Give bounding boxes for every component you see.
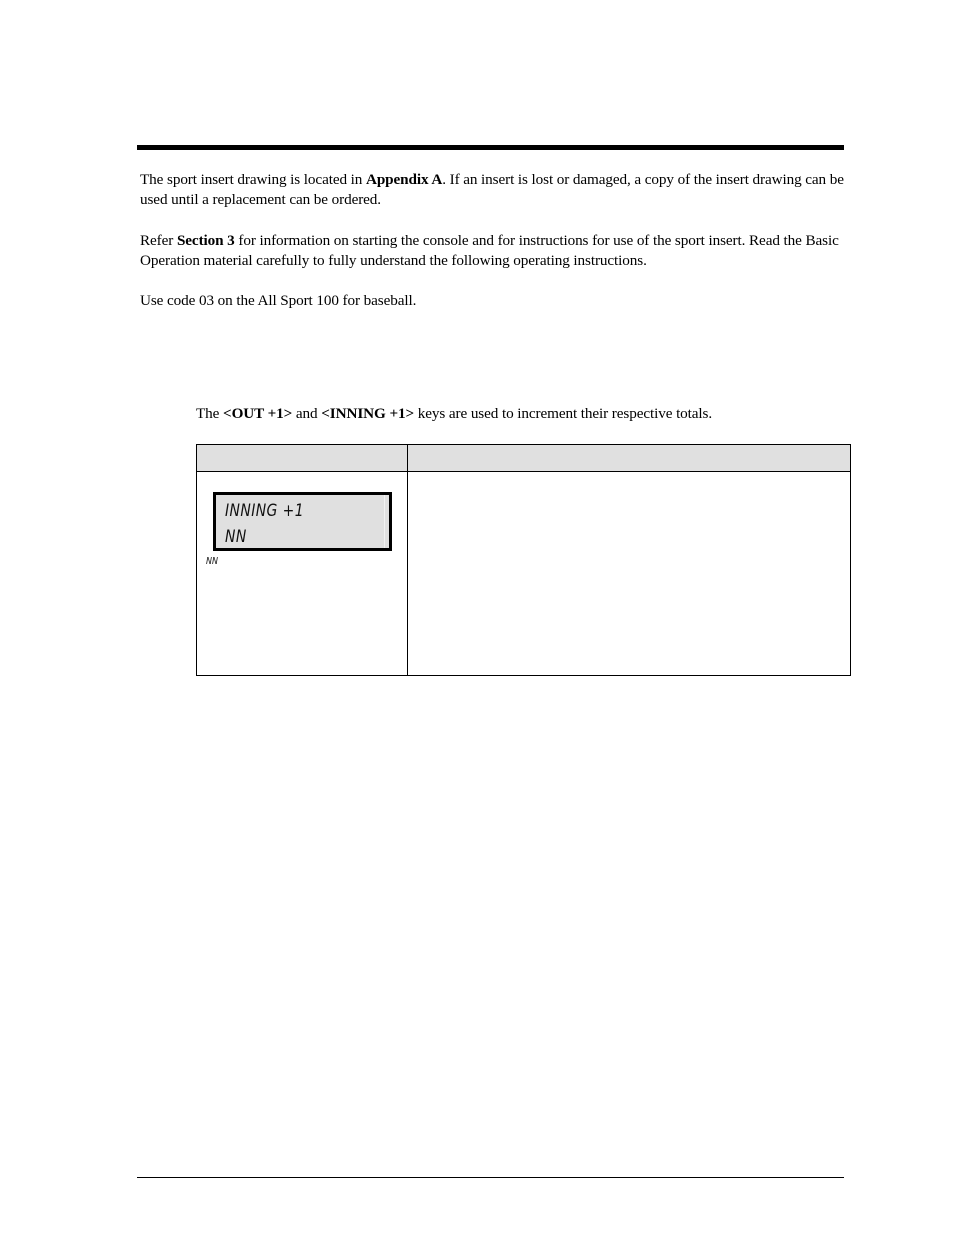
text: . If an insert is lost or damaged, a copy of the insert drawing can be used until a replacement can be ordered. xyxy=(140,171,844,208)
lcd-caption: NN xyxy=(206,556,218,567)
paragraph-keys-description xyxy=(196,404,856,424)
section-reference: Section 3 xyxy=(176,232,235,249)
lcd-display xyxy=(213,492,392,551)
paragraph-section-reference xyxy=(140,231,850,271)
text: The xyxy=(196,405,224,422)
lcd-line-1: INNING +1 xyxy=(225,501,304,521)
paragraph-sport-code: Use code 03 on the All Sport 100 for baseball. xyxy=(140,292,417,309)
description-cell xyxy=(408,472,851,676)
inning-key-label: <INNING +1> xyxy=(321,405,415,422)
paragraph-insert-location xyxy=(140,170,850,210)
key-function-table xyxy=(196,444,851,676)
text: Refer xyxy=(140,232,177,249)
header-rule xyxy=(137,145,844,150)
out-key-label: <OUT +1> xyxy=(223,405,293,422)
appendix-reference: Appendix A xyxy=(365,171,443,188)
footer-rule xyxy=(137,1177,844,1178)
text: The sport insert drawing is located in xyxy=(140,171,366,188)
table-row xyxy=(197,472,851,676)
text: and xyxy=(292,405,322,422)
display-cell xyxy=(197,472,408,676)
table-header-row xyxy=(197,445,851,472)
table-header-display xyxy=(197,445,408,472)
table-header-description xyxy=(408,445,851,472)
lcd-line-2: NN xyxy=(225,527,247,547)
text: for information on starting the console and for instructions for use of the sport insert. Read the Basic Operation material carefully to fully understand the following operating instructions. xyxy=(140,232,839,269)
text: keys are used to increment their respective totals. xyxy=(414,405,713,422)
